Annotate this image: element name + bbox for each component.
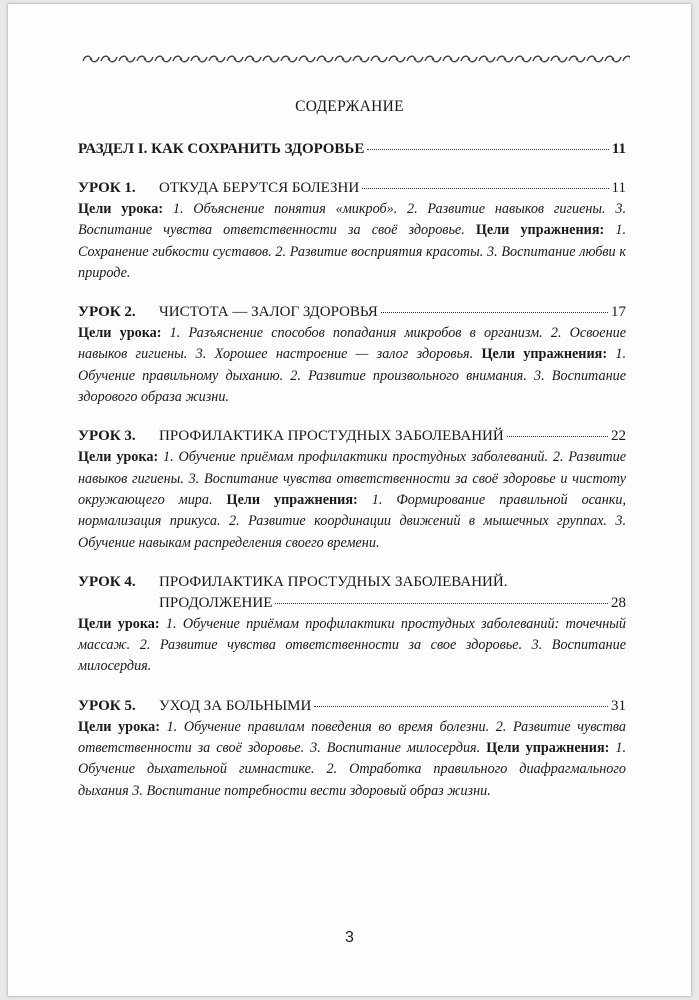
lesson-title-line-1: ПРОФИЛАКТИКА ПРОСТУДНЫХ ЗАБОЛЕВАНИЙ. (159, 573, 508, 590)
lesson-page-number: 17 (611, 304, 626, 321)
exercise-goals-label: Цели упражнения: (475, 222, 605, 239)
exercise-goals-text: 1. Формирование правильной осанки, нормализация прикуса. 2. Развитие координации движений в мышечных группах. 3. Обучение навыкам распределения своего времени. (78, 491, 627, 551)
lesson-page-number: 31 (611, 697, 626, 714)
lesson-description (78, 199, 626, 284)
lesson-number: УРОК 5. (78, 697, 136, 714)
lesson-page-number: 11 (611, 180, 626, 196)
dot-leader (314, 706, 608, 707)
lesson-goals-text: 1. Обучение правилам поведения во время болезни. 2. Развитие чувства ответственности за своё здоровье. 3. Воспитание милосердия. (78, 718, 627, 757)
lesson-title: ЧИСТОТА — ЗАЛОГ ЗДОРОВЬЯ (159, 304, 378, 321)
exercise-goals-text: 1. Обучение дыхательной гимнастике. 2. Отработка правильного диафрагмального дыхания 3. Воспитание потребности вести здоровый образ жизни. (78, 740, 627, 799)
toc-section-entry[interactable] (78, 139, 626, 160)
lesson-number: УРОК 4. (78, 573, 136, 590)
lesson-goals-text: 1. Объяснение понятия «микроб». 2. Развитие навыков гигиены. 3. Воспитание чувства ответственности за своё здоровье. (78, 201, 626, 239)
lesson-goals-label: Цели урока: (78, 718, 160, 735)
lesson-goals-label: Цели урока: (78, 615, 160, 632)
dot-leader (381, 312, 608, 313)
lesson-description (78, 447, 626, 553)
book-page (8, 4, 691, 996)
lesson-title: ПРОФИЛАКТИКА ПРОСТУДНЫХ ЗАБОЛЕВАНИЙ (159, 428, 504, 445)
lesson-heading[interactable] (78, 572, 626, 614)
toc-lesson-entry (78, 302, 626, 408)
lesson-heading[interactable] (78, 426, 626, 447)
dot-leader (362, 188, 608, 189)
lesson-goals-label: Цели урока: (78, 325, 162, 342)
lesson-title: УХОД ЗА БОЛЬНЫМИ (159, 697, 312, 714)
lesson-goals-text: 1. Разъяснение способов попадания микробов в организм. 2. Освоение навыков гигиены. 3. Хорошее настроение — залог здоровья. (78, 325, 626, 363)
lesson-heading[interactable] (78, 696, 626, 717)
toc-lesson-entry (78, 426, 626, 553)
toc-lesson-entry (78, 572, 626, 678)
lesson-goals-label: Цели урока: (78, 449, 159, 466)
section-title: РАЗДЕЛ I. КАК СОХРАНИТЬ ЗДОРОВЬЕ (78, 141, 365, 157)
toc-lesson-entry (78, 178, 626, 284)
exercise-goals-label: Цели упражнения: (486, 740, 610, 757)
contents-heading: СОДЕРЖАНИЕ (295, 98, 404, 115)
exercise-goals-label: Цели упражнения: (481, 346, 608, 363)
page-number: 3 (345, 929, 354, 946)
exercise-goals-text: 1. Сохранение гибкости суставов. 2. Развитие восприятия красоты. 3. Воспитание любви к природе. (78, 222, 626, 281)
lesson-page-number: 22 (611, 428, 626, 445)
lesson-number: УРОК 1. (78, 180, 136, 196)
exercise-goals-text: 1. Обучение правильному дыханию. 2. Развитие произвольного внимания. 3. Воспитание здорового образа жизни. (78, 346, 626, 406)
decorative-border-ornament (82, 52, 630, 66)
lesson-title: ОТКУДА БЕРУТСЯ БОЛЕЗНИ (159, 180, 360, 196)
dot-leader (507, 436, 608, 437)
lesson-goals-text: 1. Обучение приёмам профилактики простудных заболеваний: точечный массаж. 2. Развитие чувства ответственности за свое здоровье. 3. Воспитание милосердия. (78, 615, 626, 675)
lesson-description (78, 323, 626, 408)
lesson-title: ПРОДОЛЖЕНИЕ (159, 594, 273, 611)
dot-leader (367, 149, 608, 150)
toc-lesson-entry (78, 696, 626, 802)
lesson-heading[interactable] (78, 178, 626, 199)
lesson-page-number: 28 (611, 594, 626, 611)
lesson-number: УРОК 2. (78, 304, 136, 321)
lesson-description (78, 717, 626, 802)
lesson-heading[interactable] (78, 302, 626, 323)
section-page-number: 11 (611, 141, 626, 157)
lesson-goals-text: 1. Обучение приёмам профилактики простудных заболеваний. 2. Развитие навыков гигиены. 3. Воспитание чувства ответственности за своё здоровье и чистоту окружающего мира. (78, 449, 627, 508)
exercise-goals-label: Цели упражнения: (226, 491, 358, 508)
table-of-contents (78, 139, 626, 820)
dot-leader (275, 603, 608, 604)
lesson-goals-label: Цели урока: (78, 201, 164, 217)
lesson-number: УРОК 3. (78, 428, 136, 445)
lesson-description (78, 614, 626, 678)
